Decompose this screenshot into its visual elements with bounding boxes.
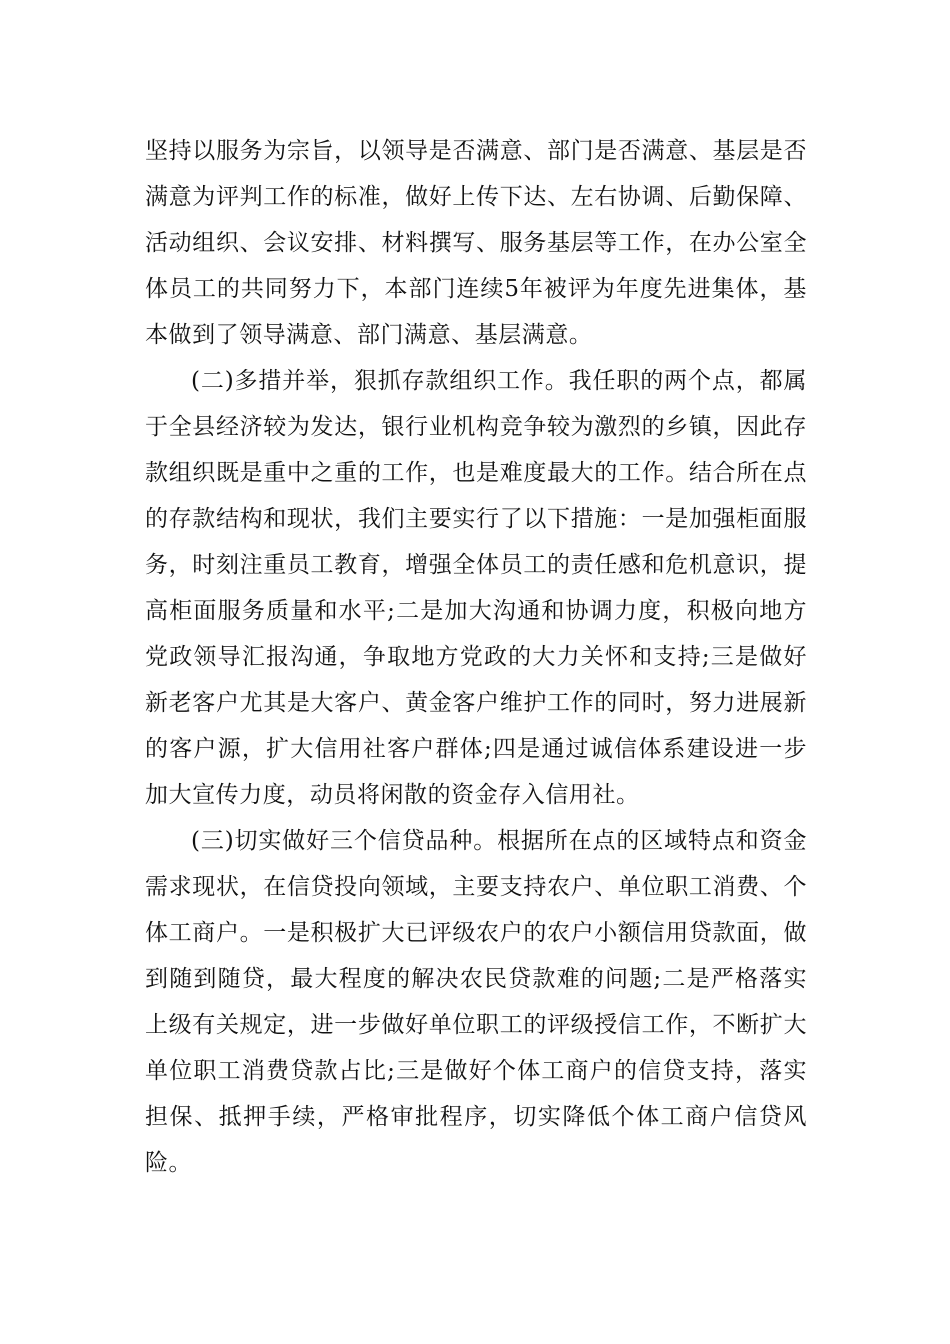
paragraph-credit-products: (三)切实做好三个信贷品种。根据所在点的区域特点和资金需求现状，在信贷投向领域，主要支持农户、单位职工消费、个体工商户。一是积极扩大已评级农户的农户小额信用贷款面，做到随到随贷，最大程度的解决农民贷款难的问题;二是严格落实上级有关规定，进一步做好单位职工的评级授信工作，不断扩大单位职工消费贷款占比;三是做好个体工商户的信贷支持，落实担保、抵押手续，严格审批程序，切实降低个体工商户信贷风险。 [145, 828, 807, 1176]
paragraph-deposit-organization: (二)多措并举，狠抓存款组织工作。我任职的两个点，都属于全县经济较为发达，银行业机构竞争较为激烈的乡镇，因此存款组织既是重中之重的工作，也是难度最大的工作。结合所在点的存款结构和现状，我们主要实行了以下措施：一是加强柜面服务，时刻注重员工教育，增强全体员工的责任感和危机意识，提高柜面服务质量和水平;二是加大沟通和协调力度，积极向地方党政领导汇报沟通，争取地方党政的大力关怀和支持;三是做好新老客户尤其是大客户、黄金客户维护工作的同时，努力进展新的客户源，扩大信用社客户群体;四是通过诚信体系建设进一步加大宣传力度，动员将闲散的资金存入信用社。 [145, 368, 807, 808]
document-body [145, 128, 807, 1186]
paragraph-service-purpose: 坚持以服务为宗旨，以领导是否满意、部门是否满意、基层是否满意为评判工作的标准，做好上传下达、左右协调、后勤保障、活动组织、会议安排、材料撰写、服务基层等工作，在办公室全体员工的共同努力下，本部门连续5年被评为年度先进集体，基本做到了领导满意、部门满意、基层满意。 [145, 138, 807, 348]
